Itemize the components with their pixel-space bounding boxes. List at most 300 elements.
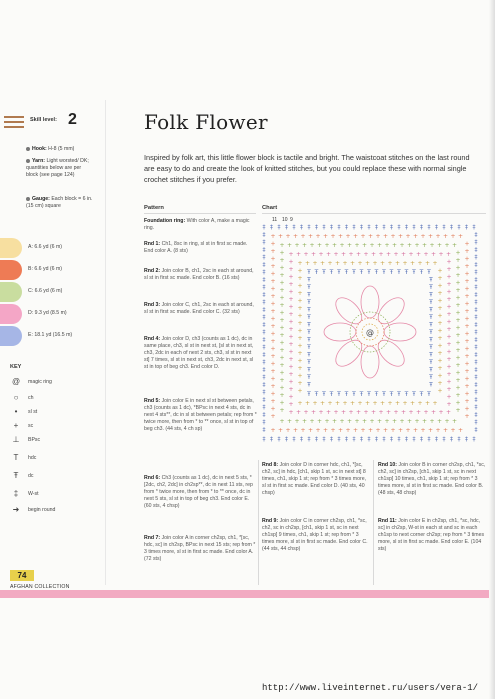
stitch-symbol: + xyxy=(303,409,309,416)
stitch-symbol: + xyxy=(437,275,443,282)
stitch-symbol: + xyxy=(270,300,276,308)
stitch-symbol: + xyxy=(288,303,294,311)
stitch-symbol: Ŧ xyxy=(397,269,401,276)
stitch-symbol: ‡ xyxy=(262,404,266,411)
stitch-symbol: + xyxy=(391,418,398,425)
swatch-color xyxy=(0,326,22,346)
stitch-symbol: ‡ xyxy=(427,224,431,231)
stitch-symbol: + xyxy=(387,260,393,267)
stitch-symbol: + xyxy=(300,233,306,240)
stitch-symbol: ‡ xyxy=(465,224,468,231)
stitch-symbol: ‡ xyxy=(474,246,478,254)
stitch-symbol: Ŧ xyxy=(307,321,311,329)
stitch-symbol: + xyxy=(446,311,452,318)
stitch-symbol: ‡ xyxy=(390,436,393,443)
stitch-symbol: ‡ xyxy=(262,321,266,329)
skill-level xyxy=(4,110,96,138)
chart-heading: Chart xyxy=(262,205,278,211)
stitch-symbol: + xyxy=(330,427,336,434)
stitch-symbol: + xyxy=(288,326,294,333)
stitch-symbol: + xyxy=(435,427,441,434)
stitch-symbol: ‡ xyxy=(262,344,266,351)
stitch-symbol: + xyxy=(446,296,452,303)
key-row xyxy=(10,434,98,448)
yarn-label: Yarn: xyxy=(32,158,45,164)
stitch-symbol: + xyxy=(277,427,284,434)
stitch-symbol: + xyxy=(286,242,293,249)
stitch-symbol: + xyxy=(297,320,303,327)
swatch-label: C: 6.6 yd (6 m) xyxy=(28,288,63,294)
stitch-symbol: + xyxy=(364,400,371,407)
swatch-color xyxy=(0,238,22,258)
round-lead: Rnd 2: xyxy=(144,268,161,274)
round-text: Join color D, ch3 (counts as 1 dc), dc in same place, ch3, sl st in next st, [sl st in next st, ch3, 2dc in each of next 2 sts, ch3, sl st in next st] 7 times, sl st in next st, ch3, 2dc in next st, sl st in top of beg ch3. End color D. xyxy=(144,336,254,370)
stitch-symbol: + xyxy=(346,418,353,425)
stitch-symbol: + xyxy=(464,323,470,330)
stitch-symbol: ‡ xyxy=(277,436,281,443)
stitch-symbol: ‡ xyxy=(450,436,453,443)
stitch-symbol: Ŧ xyxy=(322,269,326,276)
stitch-symbol: + xyxy=(450,233,456,240)
stitch-symbol: Ŧ xyxy=(337,269,341,276)
stitch-symbol: Ŧ xyxy=(419,391,424,398)
stitch-symbol: + xyxy=(270,330,276,338)
stitch-symbol: Ŧ xyxy=(322,391,326,398)
stitch-symbol: + xyxy=(414,242,420,249)
stitch-symbol: + xyxy=(339,418,345,425)
pattern-round xyxy=(144,398,257,433)
stitch-symbol: + xyxy=(279,354,285,362)
stitch-symbol: + xyxy=(436,242,443,249)
stitch-symbol: + xyxy=(270,338,276,345)
petal-shape xyxy=(324,323,356,341)
stitch-symbol: + xyxy=(339,242,345,249)
stitch-symbol: + xyxy=(354,418,360,425)
stitch-symbol: + xyxy=(455,362,461,369)
stitch-symbol: ‡ xyxy=(397,436,401,443)
stitch-symbol: ‡ xyxy=(262,426,266,434)
stitch-symbol: + xyxy=(288,341,294,348)
stitch-symbol: + xyxy=(333,251,339,258)
stitch-symbol: ‡ xyxy=(262,381,266,389)
stitch-symbol: + xyxy=(297,372,303,380)
swatch-color xyxy=(0,304,22,324)
stitch-symbol: ‡ xyxy=(292,224,296,231)
stitch-symbol: ‡ xyxy=(472,436,476,443)
stitch-symbol: + xyxy=(270,293,276,300)
round-text: Ch3 (counts as 1 dc), dc in next 5 sts, *[2dc, ch2, 2dc] in ch2sp**, dc in next 11 sts, rep from * twice more, then from * to ** once, dc in next 5 sts, sl st in top of beg ch3. End color E. (60 sts, 4 chsp) xyxy=(144,475,253,509)
stitch-symbol: + xyxy=(270,240,276,248)
stitch-symbol: + xyxy=(297,260,303,267)
stitch-symbol: + xyxy=(331,418,338,425)
stitch-symbol: ‡ xyxy=(292,436,296,443)
stitch-symbol: ‡ xyxy=(474,411,478,419)
stitch-symbol: + xyxy=(455,264,461,272)
stitch-symbol: + xyxy=(375,427,381,434)
stitch-symbol: + xyxy=(446,326,452,333)
stitch-symbol: + xyxy=(288,258,294,266)
yarn-swatch-a xyxy=(0,238,98,258)
stitch-symbol: + xyxy=(455,324,461,332)
stitch-symbol: + xyxy=(279,418,285,425)
stitch-symbol: + xyxy=(294,242,300,249)
stitch-symbol: + xyxy=(288,363,294,371)
stitch-symbol: + xyxy=(322,233,329,240)
stitch-symbol: + xyxy=(455,287,461,294)
page-number: 74 xyxy=(10,570,34,581)
stitch-symbol: + xyxy=(301,242,308,249)
stitch-symbol: + xyxy=(437,342,443,350)
stitch-symbol: + xyxy=(363,409,369,416)
stitch-symbol: Ŧ xyxy=(397,391,401,398)
stitch-symbol: + xyxy=(270,345,276,353)
stitch-symbol: + xyxy=(294,418,300,425)
stitch-symbol: ‡ xyxy=(330,224,333,231)
stitch-symbol: + xyxy=(445,409,452,416)
stitch-symbol: + xyxy=(303,251,309,258)
round-text: Join color C in corner ch2sp, ch1, *sc, ch2, sc in ch2sp, [ch1, skip 1 st, sc in next ch1sp] 9 times, ch1, skip 1 st; rep from * 3 times more, sl st in first sc made. End color C. (44 sts, 44 chsp) xyxy=(262,518,368,552)
stitch-symbol: + xyxy=(437,297,443,305)
stitch-symbol: + xyxy=(279,369,285,377)
stitch-symbol: Ŧ xyxy=(307,391,311,398)
yarn-swatch-e xyxy=(0,326,98,346)
stitch-symbol: ‡ xyxy=(262,336,266,344)
stitch-symbol: @ xyxy=(366,328,374,337)
stitch-symbol: ‡ xyxy=(375,436,378,443)
spec-hook xyxy=(26,146,94,153)
stitch-symbol: + xyxy=(455,407,461,414)
stitch-symbol: + xyxy=(437,350,443,357)
stitch-symbol: + xyxy=(295,409,302,416)
stitch-symbol: + xyxy=(432,260,438,267)
key-label: hdc xyxy=(28,455,37,461)
stitch-symbol: + xyxy=(346,242,353,249)
stitch-symbol: + xyxy=(270,383,276,390)
stitch-symbol: Ŧ xyxy=(404,391,409,398)
stitch-symbol: + xyxy=(436,418,443,425)
stitch-symbol: Ŧ xyxy=(307,276,311,284)
stitch-symbol: + xyxy=(372,400,378,407)
stitch-symbol: + xyxy=(442,427,449,434)
stitch-symbol: + xyxy=(297,327,303,335)
stitch-symbol: Ŧ xyxy=(429,291,433,299)
page-title: Folk Flower xyxy=(144,110,268,134)
stitch-symbol: + xyxy=(370,409,377,416)
round-text: Ch1, 8sc in ring, sl st in first sc made. End color A. (8 sts) xyxy=(144,241,248,254)
stitch-symbol: + xyxy=(420,233,426,240)
stitch-symbol: + xyxy=(279,347,285,354)
stitch-symbol: ‡ xyxy=(457,436,461,443)
stitch-symbol: + xyxy=(412,233,419,240)
stitch-symbol: + xyxy=(376,418,383,425)
pattern-round xyxy=(144,241,257,255)
stitch-symbol: ‡ xyxy=(262,436,266,443)
stitch-symbol: ‡ xyxy=(474,351,478,359)
stitch-symbol: Ŧ xyxy=(429,351,433,359)
stitch-symbol: Ŧ xyxy=(427,391,431,398)
stitch-symbol: + xyxy=(455,249,461,257)
stitch-symbol: + xyxy=(444,242,450,249)
stitch-symbol: + xyxy=(446,341,452,348)
stitch-symbol: + xyxy=(342,260,348,267)
swatch-label: B: 6.6 yd (6 m) xyxy=(28,266,63,272)
round-text: Join color A in corner ch2sp, ch1, *[sc, hdc, sc] in ch2sp, BPsc in next 15 sts; rep from * 3 times more, sl st in first sc made. End color A. (72 sts) xyxy=(144,535,256,562)
round-lead: Rnd 9: xyxy=(262,518,279,524)
stitch-symbol: + xyxy=(304,400,311,407)
stitch-symbol: + xyxy=(446,348,452,356)
round-lead: Rnd 10: xyxy=(378,462,398,468)
stitch-symbol: + xyxy=(464,255,470,263)
stitch-symbol: + xyxy=(270,405,276,413)
stitch-symbol: + xyxy=(427,233,434,240)
stitch-symbol: Ŧ xyxy=(307,374,311,381)
stitch-symbol: + xyxy=(369,242,375,249)
stitch-symbol: + xyxy=(270,278,276,285)
stitch-symbol: ‡ xyxy=(405,436,408,443)
stitch-symbol: + xyxy=(270,398,276,405)
stitch-symbol: + xyxy=(337,427,344,434)
stitch-symbol: + xyxy=(334,260,341,267)
stitch-symbol: ‡ xyxy=(345,436,348,443)
key-title: KEY xyxy=(10,364,22,370)
stitch-symbol: + xyxy=(464,375,470,383)
stitch-symbol: + xyxy=(286,418,293,425)
stitch-symbol: ‡ xyxy=(262,224,266,231)
stitch-symbol: + xyxy=(379,260,386,267)
stitch-symbol: ‡ xyxy=(262,419,266,426)
stitch-symbol: ‡ xyxy=(285,436,288,443)
stitch-symbol: + xyxy=(429,242,435,249)
stitch-symbol: Ŧ xyxy=(314,391,319,398)
stitch-symbol: ‡ xyxy=(474,329,478,336)
pattern-round xyxy=(144,475,257,510)
stitch-symbol: + xyxy=(288,281,294,288)
stitch-symbol: + xyxy=(288,409,294,416)
spec-gauge xyxy=(26,196,94,210)
stitch-symbol: + xyxy=(406,242,413,249)
stitch-symbol: + xyxy=(270,427,276,434)
stitch-symbol: + xyxy=(279,287,285,294)
stitch-symbol: Ŧ xyxy=(344,269,349,276)
round-lead: Rnd 6: xyxy=(144,475,161,481)
stitch-symbol: + xyxy=(446,318,452,326)
stitch-symbol: + xyxy=(384,242,390,249)
stitch-symbol: + xyxy=(408,251,414,258)
stitch-symbol: + xyxy=(421,418,428,425)
stitch-symbol: Ŧ xyxy=(367,391,371,398)
stitch-symbol: + xyxy=(292,233,299,240)
stitch-symbol: + xyxy=(288,318,294,326)
stitch-symbol: + xyxy=(288,378,294,386)
stitch-symbol: ‡ xyxy=(442,224,446,231)
pattern-round xyxy=(144,268,257,282)
stitch-symbol: Ŧ xyxy=(412,269,416,276)
stitch-symbol: ‡ xyxy=(262,276,266,284)
stitch-symbol: + xyxy=(367,233,374,240)
stitch-symbol: + xyxy=(270,270,276,278)
stitch-symbol: ‡ xyxy=(474,389,478,396)
gauge-value: Each block = 6 in. (15 cm) square xyxy=(26,196,93,209)
stitch-symbol: + xyxy=(279,249,285,257)
stitch-symbol: + xyxy=(391,242,398,249)
stitch-symbol: + xyxy=(464,338,470,345)
stitch-symbol: ‡ xyxy=(300,436,303,443)
stitch-symbol: Ŧ xyxy=(389,391,394,398)
stitch-symbol: ‡ xyxy=(262,239,266,246)
pattern-round xyxy=(378,518,486,553)
stitch-symbol: ‡ xyxy=(285,224,288,231)
stitch-symbol: + xyxy=(315,233,321,240)
stitch-symbol: + xyxy=(279,399,285,407)
stitch-symbol: + xyxy=(414,418,420,425)
stitch-symbol: + xyxy=(349,400,356,407)
stitch-symbol: + xyxy=(437,372,443,380)
stitch-symbol: + xyxy=(288,393,294,401)
stitch-symbol: ‡ xyxy=(450,224,453,231)
stitch-symbol: + xyxy=(446,378,452,386)
stitch-symbol: + xyxy=(279,279,285,287)
stitch-symbol: + xyxy=(455,377,461,384)
key-label: magic ring xyxy=(28,379,52,385)
key-label: sc xyxy=(28,423,34,429)
stitch-symbol: + xyxy=(437,357,443,365)
dc-icon: Ŧ xyxy=(13,471,19,480)
stitch-symbol: + xyxy=(379,400,386,407)
stitch-symbol: ‡ xyxy=(474,284,478,291)
stitch-symbol: Ŧ xyxy=(329,391,334,398)
stitch-symbol: + xyxy=(361,242,368,249)
swatch-label: E: 18.1 yd (16.5 m) xyxy=(28,332,73,338)
stitch-symbol: Ŧ xyxy=(429,321,433,329)
stitch-symbol: ‡ xyxy=(442,436,446,443)
stitch-symbol: + xyxy=(301,418,308,425)
stitch-symbol: + xyxy=(325,409,332,416)
stitch-symbol: ‡ xyxy=(262,329,266,336)
stitch-symbol: + xyxy=(382,427,389,434)
stitch-symbol: Ŧ xyxy=(367,269,371,276)
stitch-symbol: + xyxy=(437,327,443,335)
stitch-symbol: + xyxy=(406,418,413,425)
stitch-symbol: ‡ xyxy=(382,436,386,443)
stitch-symbol: + xyxy=(446,303,452,311)
stitch-symbol: + xyxy=(270,360,276,368)
stitch-symbol: + xyxy=(393,251,399,258)
key-label: begin round xyxy=(28,507,56,513)
stitch-symbol: + xyxy=(405,427,411,434)
stitch-symbol: ‡ xyxy=(352,436,356,443)
chart-number: 11 xyxy=(272,217,278,223)
stitch-symbol: + xyxy=(464,345,470,353)
round-lead: Rnd 11: xyxy=(378,518,397,524)
stitch-symbol: + xyxy=(270,315,276,323)
stitch-symbol: + xyxy=(297,387,303,395)
stitch-symbol: ‡ xyxy=(474,381,478,389)
stitch-symbol: Ŧ xyxy=(307,351,311,359)
stitch-symbol: + xyxy=(424,260,431,267)
stitch-symbol: Ŧ xyxy=(359,269,364,276)
stitch-symbol: + xyxy=(270,308,276,315)
stitch-symbol: ‡ xyxy=(474,306,478,314)
stitch-symbol: ‡ xyxy=(270,436,273,443)
stitch-symbol: + xyxy=(400,409,407,416)
stitch-symbol: + xyxy=(390,233,396,240)
stitch-symbol: ‡ xyxy=(262,246,266,254)
stitch-symbol: + xyxy=(430,409,437,416)
stitch-symbol: + xyxy=(297,335,303,342)
stitch-symbol: + xyxy=(455,369,461,377)
round-text: Join color B in corner ch2sp, ch1, *sc, ch2, sc] in ch2sp, [ch1, skip 1 st, sc in next ch1sp] 10 times, ch1, skip 1 st; rep from * 3 times more, sl st in first sc made. End color B. (48 sts, 48 chsp) xyxy=(378,462,486,496)
round-lead: Rnd 7: xyxy=(144,535,161,541)
stitch-symbol: Ŧ xyxy=(374,269,379,276)
stitch-symbol: + xyxy=(363,251,369,258)
stitch-symbol: + xyxy=(464,293,470,300)
stitch-symbol: + xyxy=(446,363,452,371)
stitch-symbol: + xyxy=(437,267,443,275)
stitch-symbol: + xyxy=(402,400,408,407)
spiral-icon: @ xyxy=(11,377,21,386)
stitch-symbol: Ŧ xyxy=(429,344,433,351)
stitch-symbol: + xyxy=(304,260,311,267)
stitch-symbol: + xyxy=(288,273,294,281)
oval-icon: ○ xyxy=(13,393,19,402)
stitch-symbol: + xyxy=(319,260,326,267)
stitch-symbol: + xyxy=(384,418,390,425)
stitch-symbol: + xyxy=(285,233,291,240)
column-divider xyxy=(105,100,106,585)
t-icon: T xyxy=(13,453,19,462)
stitch-symbol: Ŧ xyxy=(307,299,311,306)
stitch-symbol: ‡ xyxy=(472,224,476,231)
bpsc-icon: ⊥ xyxy=(12,435,20,444)
stitch-symbol: ‡ xyxy=(307,436,311,443)
stitch-symbol: + xyxy=(279,377,285,384)
round-text: Join color B, ch1, 2sc in each st around, sl st in first sc made. End color B. (16 sts) xyxy=(144,268,254,281)
yarn-swatch-d xyxy=(0,304,98,324)
stitch-symbol: + xyxy=(455,294,461,302)
gauge-label: Gauge: xyxy=(32,196,50,202)
stitch-symbol: + xyxy=(464,383,470,390)
stitch-symbol: + xyxy=(288,266,294,273)
stitch-symbol: + xyxy=(437,312,443,320)
stitch-symbol: + xyxy=(438,409,444,416)
stitch-symbol: + xyxy=(345,233,351,240)
hook-label: Hook: xyxy=(32,146,47,152)
stitch-symbol: + xyxy=(385,409,392,416)
stitch-symbol: + xyxy=(270,248,276,255)
stitch-symbol: ‡ xyxy=(405,224,408,231)
stitch-symbol: ‡ xyxy=(412,436,416,443)
round-text: Join color C, ch1, 2sc in each st around, sl st in first sc made. End color C. (32 sts) xyxy=(144,302,254,315)
chart-number: 10 xyxy=(282,217,288,223)
arrow-icon: ➜ xyxy=(12,505,20,514)
stitch-symbol: + xyxy=(390,427,396,434)
stitch-symbol: + xyxy=(375,233,381,240)
stitch-symbol: ‡ xyxy=(330,436,333,443)
yarn-swatch-b xyxy=(0,260,98,280)
stitch-symbol: + xyxy=(295,251,302,258)
stitch-symbol: Ŧ xyxy=(429,374,433,381)
stitch-symbol: ‡ xyxy=(397,224,401,231)
stitch-symbol: + xyxy=(446,393,452,401)
stitch-symbol: Ŧ xyxy=(307,344,311,351)
stitch-symbol: ‡ xyxy=(262,284,266,291)
stitch-symbol: ‡ xyxy=(360,224,363,231)
pattern-round xyxy=(378,462,486,497)
stitch-symbol: + xyxy=(417,260,423,267)
stitch-symbol: + xyxy=(455,392,461,399)
round-lead: Rnd 4: xyxy=(144,336,161,342)
stitch-symbol: + xyxy=(315,427,321,434)
